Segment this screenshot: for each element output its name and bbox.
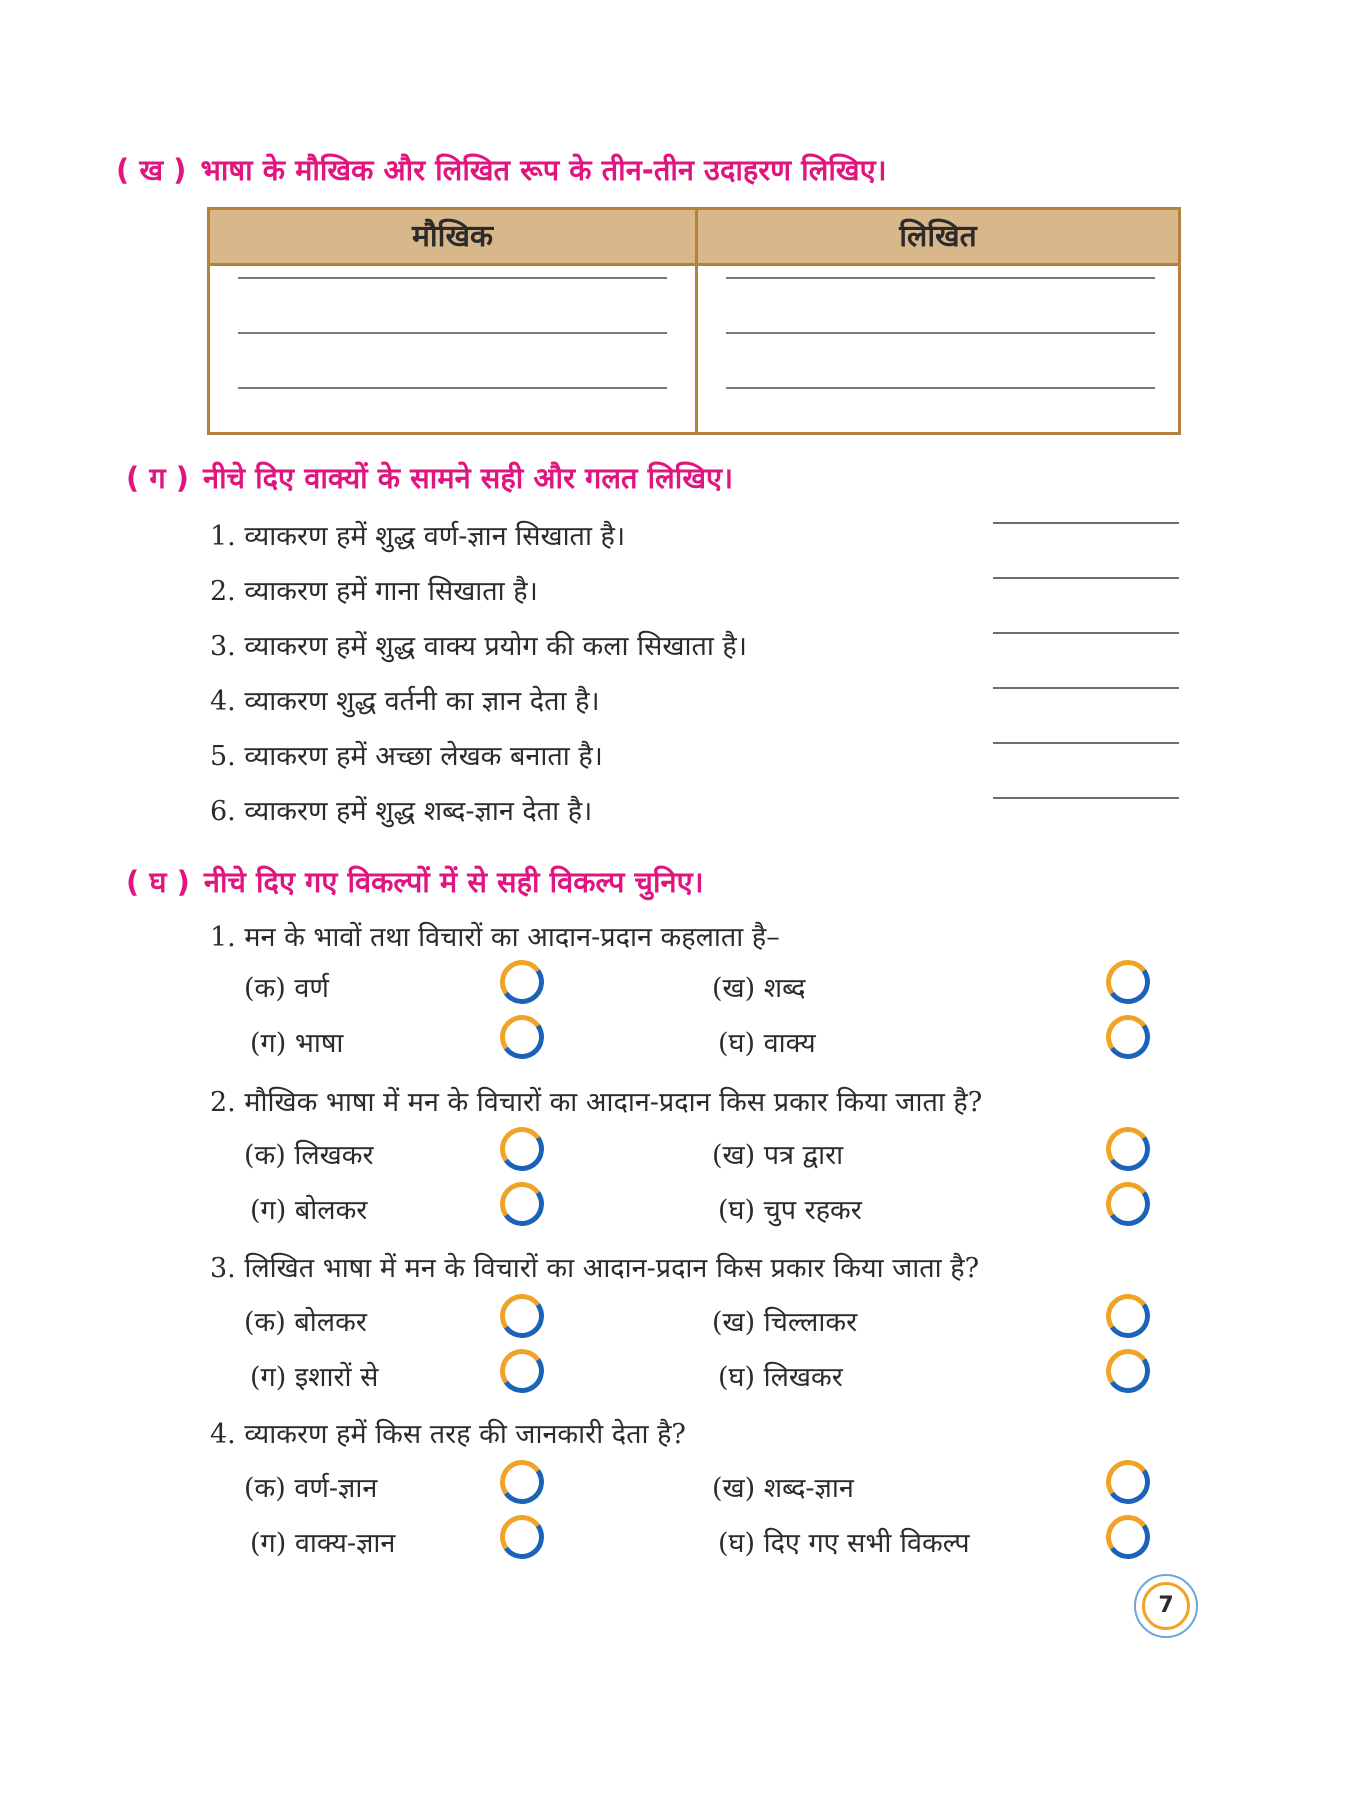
section-ga-label: ( ग ) [126,461,190,495]
q3-option-d-circle[interactable] [1103,1346,1154,1397]
q4-option-b-circle[interactable] [1103,1457,1154,1508]
section-kha-label: ( ख ) [116,153,187,187]
question-text: लिखित भाषा में मन के विचारों का आदान-प्रदान किस प्रकार किया जाता है? [244,1253,980,1284]
q1-option-b-circle[interactable] [1103,957,1154,1008]
statement-text: व्याकरण शुद्ध वर्तनी का ज्ञान देता है। [244,686,600,717]
q4-option-a: (क) वर्ण-ज्ञान [244,1473,378,1504]
q3-option-b: (ख) चिल्लाकर [712,1307,858,1338]
section-ga-heading [126,458,733,497]
q4-option-b: (ख) शब्द-ज्ञान [712,1473,854,1504]
q2-option-d-circle[interactable] [1103,1179,1154,1230]
table-header-oral: मौखिक [411,219,494,254]
oral-answer-line-1[interactable] [238,277,667,279]
answer-line-2[interactable] [993,577,1179,579]
question-text: व्याकरण हमें किस तरह की जानकारी देता है? [244,1419,686,1450]
q3-option-c: (ग) इशारों से [250,1362,379,1393]
section-gha-instruction: नीचे दिए गए विकल्पों में से सही विकल्प चुनिए। [203,865,704,899]
statement-number: 2. [210,576,236,607]
statement-number: 6. [210,796,236,827]
q3-option-c-circle[interactable] [497,1346,548,1397]
statement-text: व्याकरण हमें गाना सिखाता है। [244,576,538,607]
q3-option-a-circle[interactable] [497,1291,548,1342]
q1-option-c: (ग) भाषा [250,1028,344,1059]
section-kha-instruction: भाषा के मौखिक और लिखित रूप के तीन-तीन उदाहरण लिखिए। [200,153,887,187]
statement-number: 5. [210,741,236,772]
q3-option-b-circle[interactable] [1103,1291,1154,1342]
table-header-written: लिखित [899,219,977,254]
answer-line-6[interactable] [993,797,1179,799]
statement-1 [210,516,625,553]
written-answer-line-3[interactable] [726,387,1155,389]
q2-option-c: (ग) बोलकर [250,1195,368,1226]
question-4 [210,1414,686,1451]
answer-line-4[interactable] [993,687,1179,689]
page-number: 7 [1142,1582,1190,1630]
statement-text: व्याकरण हमें शुद्ध वर्ण-ज्ञान सिखाता है। [244,521,626,552]
oral-answer-line-3[interactable] [238,387,667,389]
q4-option-c-circle[interactable] [497,1512,548,1563]
statement-number: 3. [210,631,236,662]
section-ga-instruction: नीचे दिए वाक्यों के सामने सही और गलत लिखिए। [203,461,734,495]
q4-option-d-circle[interactable] [1103,1512,1154,1563]
q1-option-d-circle[interactable] [1103,1012,1154,1063]
question-number: 2. [210,1087,236,1118]
statement-text: व्याकरण हमें अच्छा लेखक बनाता है। [244,741,603,772]
q4-option-c: (ग) वाक्य-ज्ञान [250,1528,396,1559]
statement-4 [210,681,600,718]
section-gha-label: ( घ ) [126,865,190,899]
oral-answer-line-2[interactable] [238,332,667,334]
q2-option-c-circle[interactable] [497,1179,548,1230]
question-1 [210,917,780,954]
answer-line-1[interactable] [993,522,1179,524]
written-answer-line-2[interactable] [726,332,1155,334]
q4-option-d: (घ) दिए गए सभी विकल्प [718,1528,970,1559]
question-3 [210,1248,979,1285]
question-number: 3. [210,1253,236,1284]
question-number: 1. [210,922,236,953]
q2-option-b-circle[interactable] [1103,1124,1154,1175]
q3-option-d: (घ) लिखकर [718,1362,843,1393]
q2-option-a-circle[interactable] [497,1124,548,1175]
q2-option-d: (घ) चुप रहकर [718,1195,862,1226]
q1-option-d: (घ) वाक्य [718,1028,816,1059]
answer-line-3[interactable] [993,632,1179,634]
q1-option-c-circle[interactable] [497,1012,548,1063]
q4-option-a-circle[interactable] [497,1457,548,1508]
section-kha-heading [116,150,887,189]
statement-3 [210,626,747,663]
table-header [210,210,1178,266]
statement-text: व्याकरण हमें शुद्ध शब्द-ज्ञान देता है। [244,796,593,827]
section-gha-heading [126,862,704,901]
q3-option-a: (क) बोलकर [244,1307,367,1338]
statement-number: 1. [210,521,236,552]
question-text: मन के भावों तथा विचारों का आदान-प्रदान कहलाता है– [244,922,780,953]
table-divider [695,210,698,432]
statement-5 [210,736,603,773]
statement-number: 4. [210,686,236,717]
q2-option-b: (ख) पत्र द्वारा [712,1140,844,1171]
answer-line-5[interactable] [993,742,1179,744]
q1-option-a-circle[interactable] [497,957,548,1008]
statement-6 [210,791,592,828]
question-2 [210,1082,982,1119]
statement-text: व्याकरण हमें शुद्ध वाक्य प्रयोग की कला सिखाता है। [244,631,747,662]
written-answer-line-1[interactable] [726,277,1155,279]
oral-written-table [207,207,1181,435]
q1-option-a: (क) वर्ण [244,973,329,1004]
statement-2 [210,571,538,608]
question-text: मौखिक भाषा में मन के विचारों का आदान-प्रदान किस प्रकार किया जाता है? [244,1087,983,1118]
question-number: 4. [210,1419,236,1450]
q1-option-b: (ख) शब्द [712,973,806,1004]
q2-option-a: (क) लिखकर [244,1140,374,1171]
